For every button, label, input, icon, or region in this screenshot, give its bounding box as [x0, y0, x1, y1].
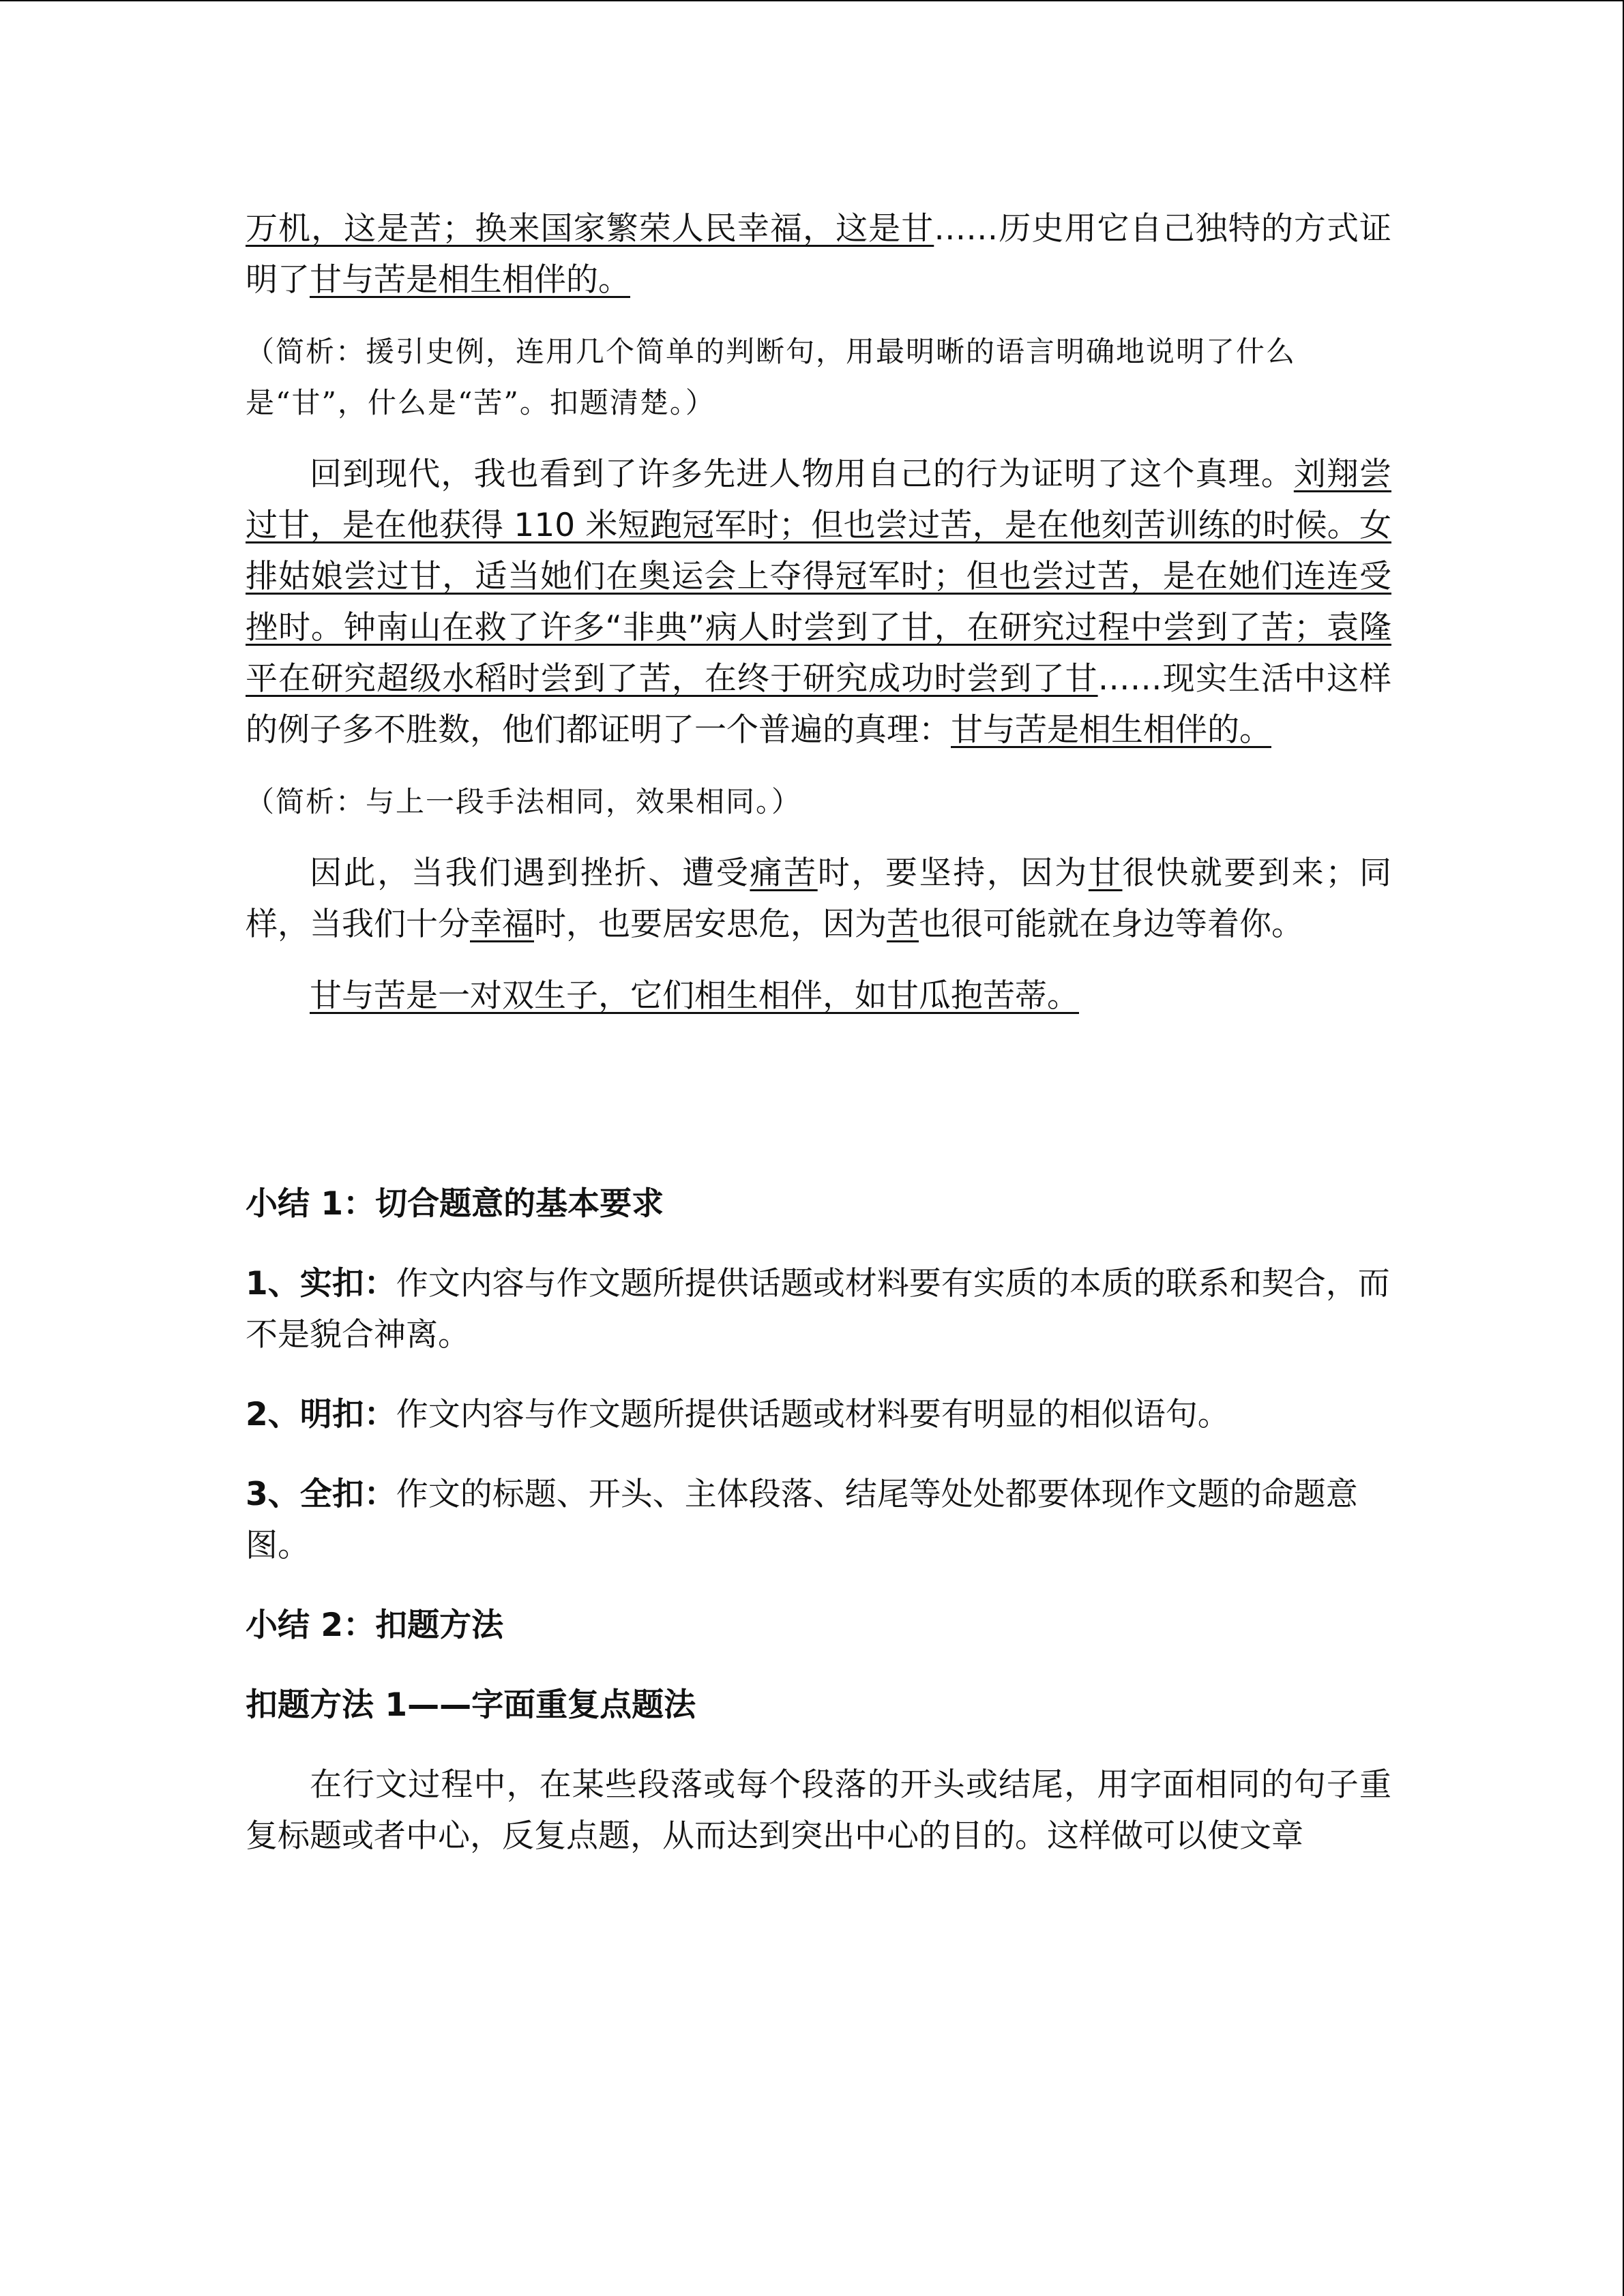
summary-1-title: 小结 1：切合题意的基本要求 [246, 1185, 664, 1223]
underlined-text: 万机，这是苦；换来国家繁荣人民幸福，这是甘 [246, 210, 934, 248]
underlined-text: 甘与苦是相生相伴的。 [310, 261, 630, 299]
underlined-text: 刘翔尝过甘，是在他获得 110 米短跑冠军时；但也尝过苦，是在他刻苦训练的时候。女排姑娘尝过甘，适当她们在奥运会上夺得冠军时；但也尝过苦，是在她们连连受挫时。钟南山在救了许多“非典”病人时尝到了甘，在研究过程中尝到了苦；袁隆平在研究超级水稻时尝到了苦，在终于研究成功时尝到了甘 [246, 456, 1391, 698]
summary-item-1: 1、实扣：作文内容与作文题所提供话题或材料要有实质的本质的联系和契合，而不是貌合神离。 [246, 1265, 1390, 1354]
document-body [246, 203, 1391, 1862]
paragraph-final: 甘与苦是一对双生子，它们相生相伴，如甘瓜抱苦蒂。 [310, 977, 1079, 1015]
method-1-description: 在行文过程中，在某些段落或每个段落的开头或结尾，用字面相同的句子重复标题或者中心，反复点题，从而达到突出中心的目的。这样做可以使文章 [246, 1766, 1391, 1855]
analysis-note-1: （简析：援引史例，连用几个简单的判断句，用最明晰的语言明确地说明了什么是“甘”，什么是“苦”。扣题清楚。） [246, 335, 1297, 419]
summary-item-2: 2、明扣：作文内容与作文题所提供话题或材料要有明显的相似语句。 [246, 1396, 1230, 1433]
paragraph-modern-example: 回到现代，我也看到了许多先进人物用自己的行为证明了这个真理。刘翔尝过甘，是在他获得 110 米短跑冠军时；但也尝过苦，是在他刻苦训练的时候。女排姑娘尝过甘，适当她们在奥运会上夺得冠军时；但也尝过苦，是在她们连连受挫时。钟南山在救了许多“非典”病人时尝到了甘，在研究过程中尝到了苦；袁隆平在研究超级水稻时尝到了苦，在终于研究成功时尝到了甘……现实生活中这样的例子多不胜数，他们都证明了一个普遍的真理：甘与苦是相生相伴的。 [246, 456, 1392, 749]
method-1-title: 扣题方法 1——字面重复点题法 [246, 1686, 696, 1724]
paragraph-conclusion: 因此，当我们遇到挫折、遭受痛苦时，要坚持，因为甘很快就要到来；同样，当我们十分幸福时，也要居安思危，因为苦也很可能就在身边等着你。 [246, 854, 1392, 943]
paragraph-history-example: 万机，这是苦；换来国家繁荣人民幸福，这是甘……历史用它自己独特的方式证明了甘与苦是相生相伴的。 [246, 210, 1392, 299]
summary-item-3: 3、全扣：作文的标题、开头、主体段落、结尾等处处都要体现作文题的命题意图。 [246, 1476, 1358, 1564]
analysis-note-2: （简析：与上一段手法相同，效果相同。） [246, 785, 802, 818]
underlined-text: 甘与苦是相生相伴的。 [951, 711, 1271, 749]
summary-2-title: 小结 2：扣题方法 [246, 1607, 504, 1644]
